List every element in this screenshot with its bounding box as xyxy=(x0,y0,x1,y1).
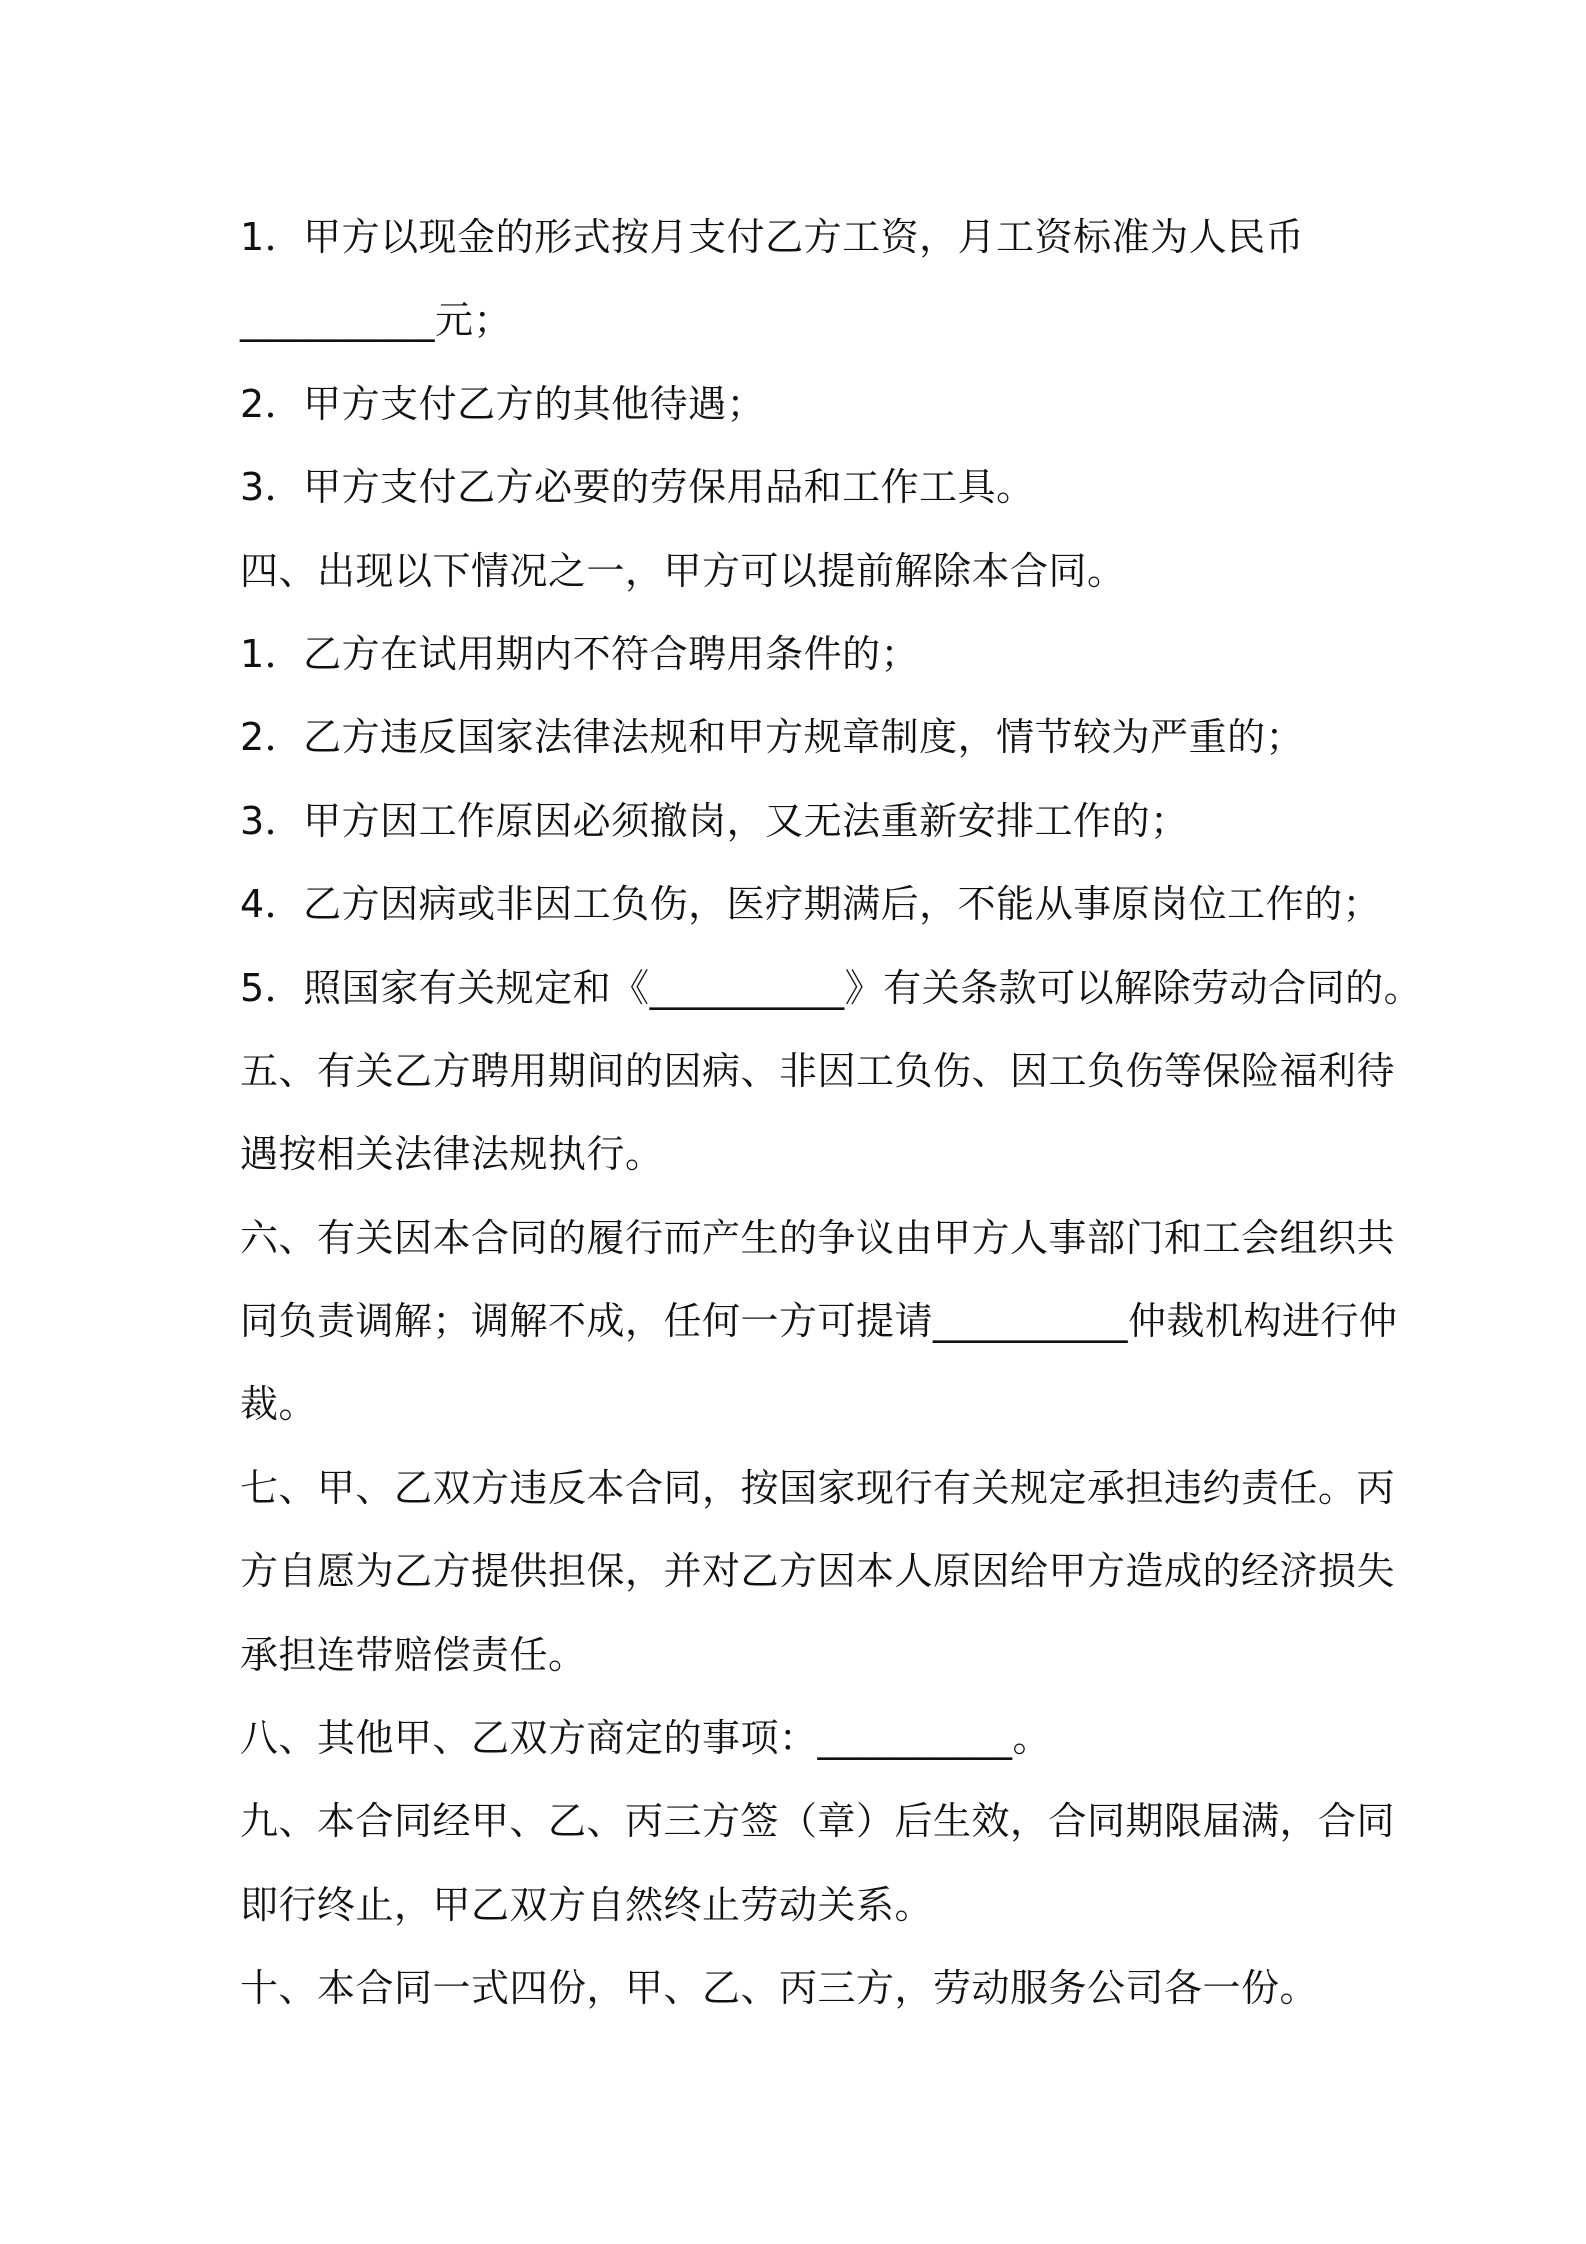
section-9-line-2: 即行终止，甲乙双方自然终止劳动关系。 xyxy=(240,1882,934,1927)
section-6-line-1: 六、有关因本合同的履行而产生的争议由甲方人事部门和工会组织共 xyxy=(240,1215,1396,1260)
section-7-line-1: 七、甲、乙双方违反本合同，按国家现行有关规定承担违约责任。丙 xyxy=(240,1465,1396,1510)
section-5-line-1: 五、有关乙方聘用期间的因病、非因工负伤、因工负伤等保险福利待 xyxy=(240,1048,1396,1093)
section-4-heading: 四、出现以下情况之一，甲方可以提前解除本合同。 xyxy=(240,548,1126,593)
section-5-line-2: 遇按相关法律法规执行。 xyxy=(240,1132,664,1177)
wage-amount-line: __________元； xyxy=(240,298,513,343)
section-10-line: 十、本合同一式四份，甲、乙、丙三方，劳动服务公司各一份。 xyxy=(240,1966,1319,2011)
section-4-item-4: 4．乙方因病或非因工负伤，医疗期满后，不能从事原岗位工作的； xyxy=(240,882,1382,927)
section-6-line-3: 裁。 xyxy=(240,1382,318,1427)
clause-1-wage-line: 1．甲方以现金的形式按月支付乙方工资，月工资标准为人民币 xyxy=(240,215,1305,259)
section-6-line-2: 同负责调解；调解不成，任何一方可提请__________仲裁机构进行仲 xyxy=(240,1299,1398,1344)
clause-3-equipment-line: 3．甲方支付乙方必要的劳保用品和工作工具。 xyxy=(240,465,1035,510)
section-9-line-1: 九、本合同经甲、乙、丙三方签（章）后生效，合同期限届满，合同 xyxy=(240,1799,1396,1844)
section-4-item-3: 3．甲方因工作原因必须撤岗，又无法重新安排工作的； xyxy=(240,798,1189,843)
section-4-item-5: 5．照国家有关规定和《__________》有关条款可以解除劳动合同的。 xyxy=(240,965,1423,1010)
section-8-line: 八、其他甲、乙双方商定的事项：__________。 xyxy=(240,1716,1052,1761)
section-7-line-3: 承担连带赔偿责任。 xyxy=(240,1632,587,1677)
section-4-item-2: 2．乙方违反国家法律法规和甲方规章制度，情节较为严重的； xyxy=(240,715,1305,760)
section-4-item-1: 1．乙方在试用期内不符合聘用条件的； xyxy=(240,631,920,676)
clause-2-benefits-line: 2．甲方支付乙方的其他待遇； xyxy=(240,381,766,426)
section-7-line-2: 方自愿为乙方提供担保，并对乙方因本人原因给甲方造成的经济损失 xyxy=(240,1549,1396,1594)
contract-body xyxy=(240,196,1423,2031)
